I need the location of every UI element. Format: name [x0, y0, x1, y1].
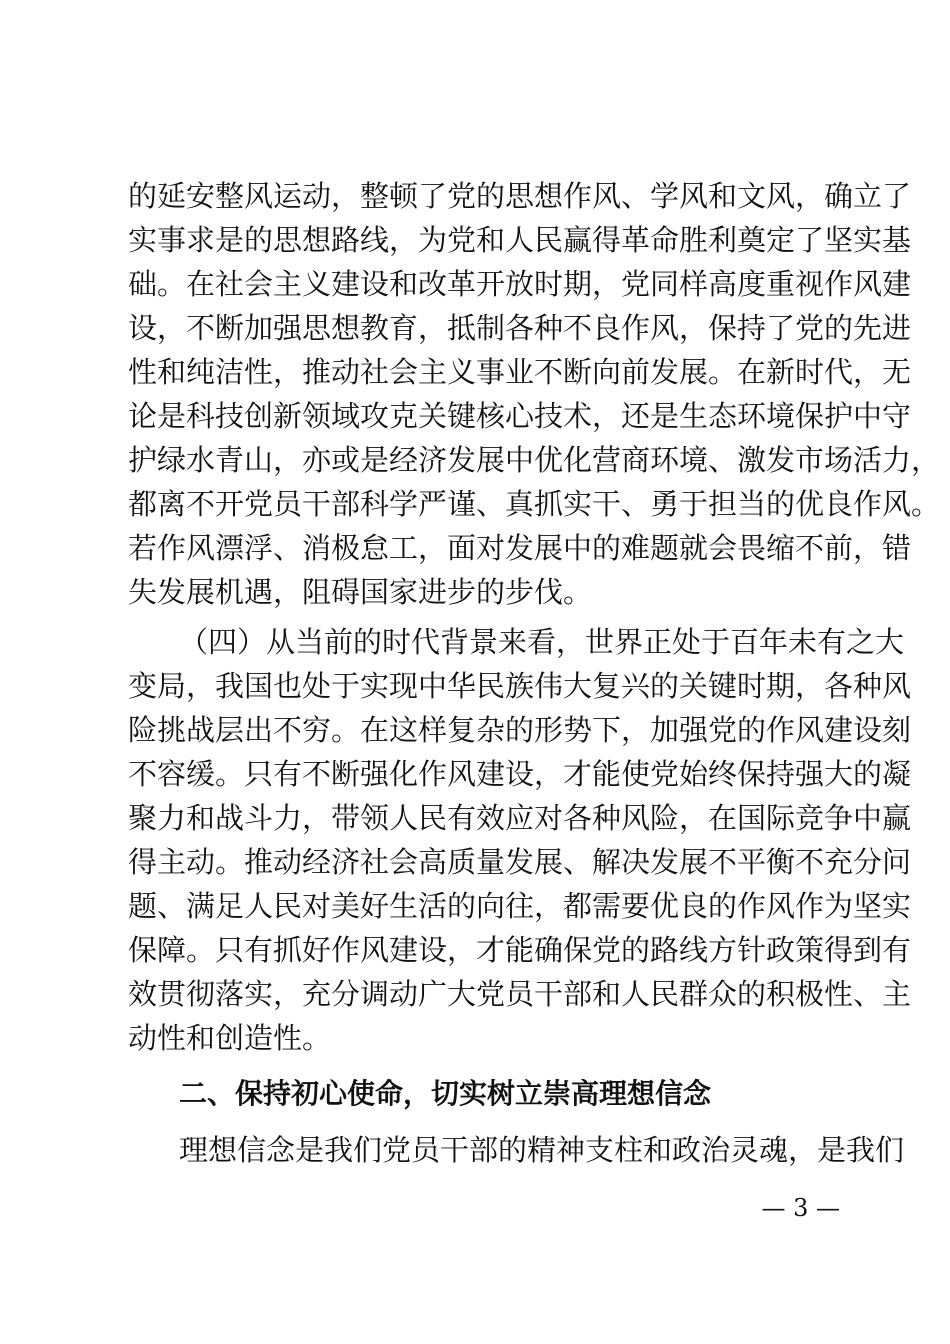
paragraph-line: 聚力和战斗力，带领人民有效应对各种风险，在国际竞争中赢: [128, 801, 912, 835]
paragraph-line: 险挑战层出不穷。在这样复杂的形势下，加强党的作风建设刻: [128, 713, 912, 747]
paragraph-line: 不容缓。只有不断强化作风建设，才能使党始终保持强大的凝: [128, 757, 912, 791]
page-number: — 3 —: [761, 1194, 840, 1222]
paragraph-line: 设，不断加强思想教育，抵制各种不良作风，保持了党的先进: [128, 311, 912, 345]
paragraph-line: 动性和创造性。: [128, 1021, 332, 1055]
section-heading: 二、保持初心使命，切实树立崇高理想信念: [179, 1077, 712, 1110]
paragraph-line: 效贯彻落实，充分调动广大党员干部和人民群众的积极性、主: [128, 977, 912, 1011]
paragraph-line: 理想信念是我们党员干部的精神支柱和政治灵魂，是我们: [179, 1133, 905, 1167]
paragraph-line: 保障。只有抓好作风建设，才能确保党的路线方针政策得到有: [128, 933, 912, 967]
paragraph-line: 题、满足人民对美好生活的向往，都需要优良的作风作为坚实: [128, 889, 912, 923]
paragraph-line: 的延安整风运动，整顿了党的思想作风、学风和文风，确立了: [128, 179, 912, 213]
paragraph-line: 础。在社会主义建设和改革开放时期，党同样高度重视作风建: [128, 267, 912, 301]
paragraph-line: 性和纯洁性，推动社会主义事业不断向前发展。在新时代，无: [128, 355, 912, 389]
paragraph-line: 若作风漂浮、消极怠工，面对发展中的难题就会畏缩不前，错: [128, 531, 912, 565]
paragraph-line: 都离不开党员干部科学严谨、真抓实干、勇于担当的优良作风。: [128, 487, 941, 521]
paragraph-line: 变局，我国也处于实现中华民族伟大复兴的关键时期，各种风: [128, 669, 912, 703]
paragraph-line: 失发展机遇，阻碍国家进步的步伐。: [128, 575, 593, 609]
paragraph-line: （四）从当前的时代背景来看，世界正处于百年未有之大: [179, 625, 905, 659]
paragraph-line: 护绿水青山，亦或是经济发展中优化营商环境、激发市场活力，: [128, 443, 941, 477]
paragraph-line: 得主动。推动经济社会高质量发展、解决发展不平衡不充分问: [128, 845, 912, 879]
paragraph-line: 实事求是的思想路线，为党和人民赢得革命胜利奠定了坚实基: [128, 223, 912, 257]
paragraph-line: 论是科技创新领域攻克关键核心技术，还是生态环境保护中守: [128, 399, 912, 433]
